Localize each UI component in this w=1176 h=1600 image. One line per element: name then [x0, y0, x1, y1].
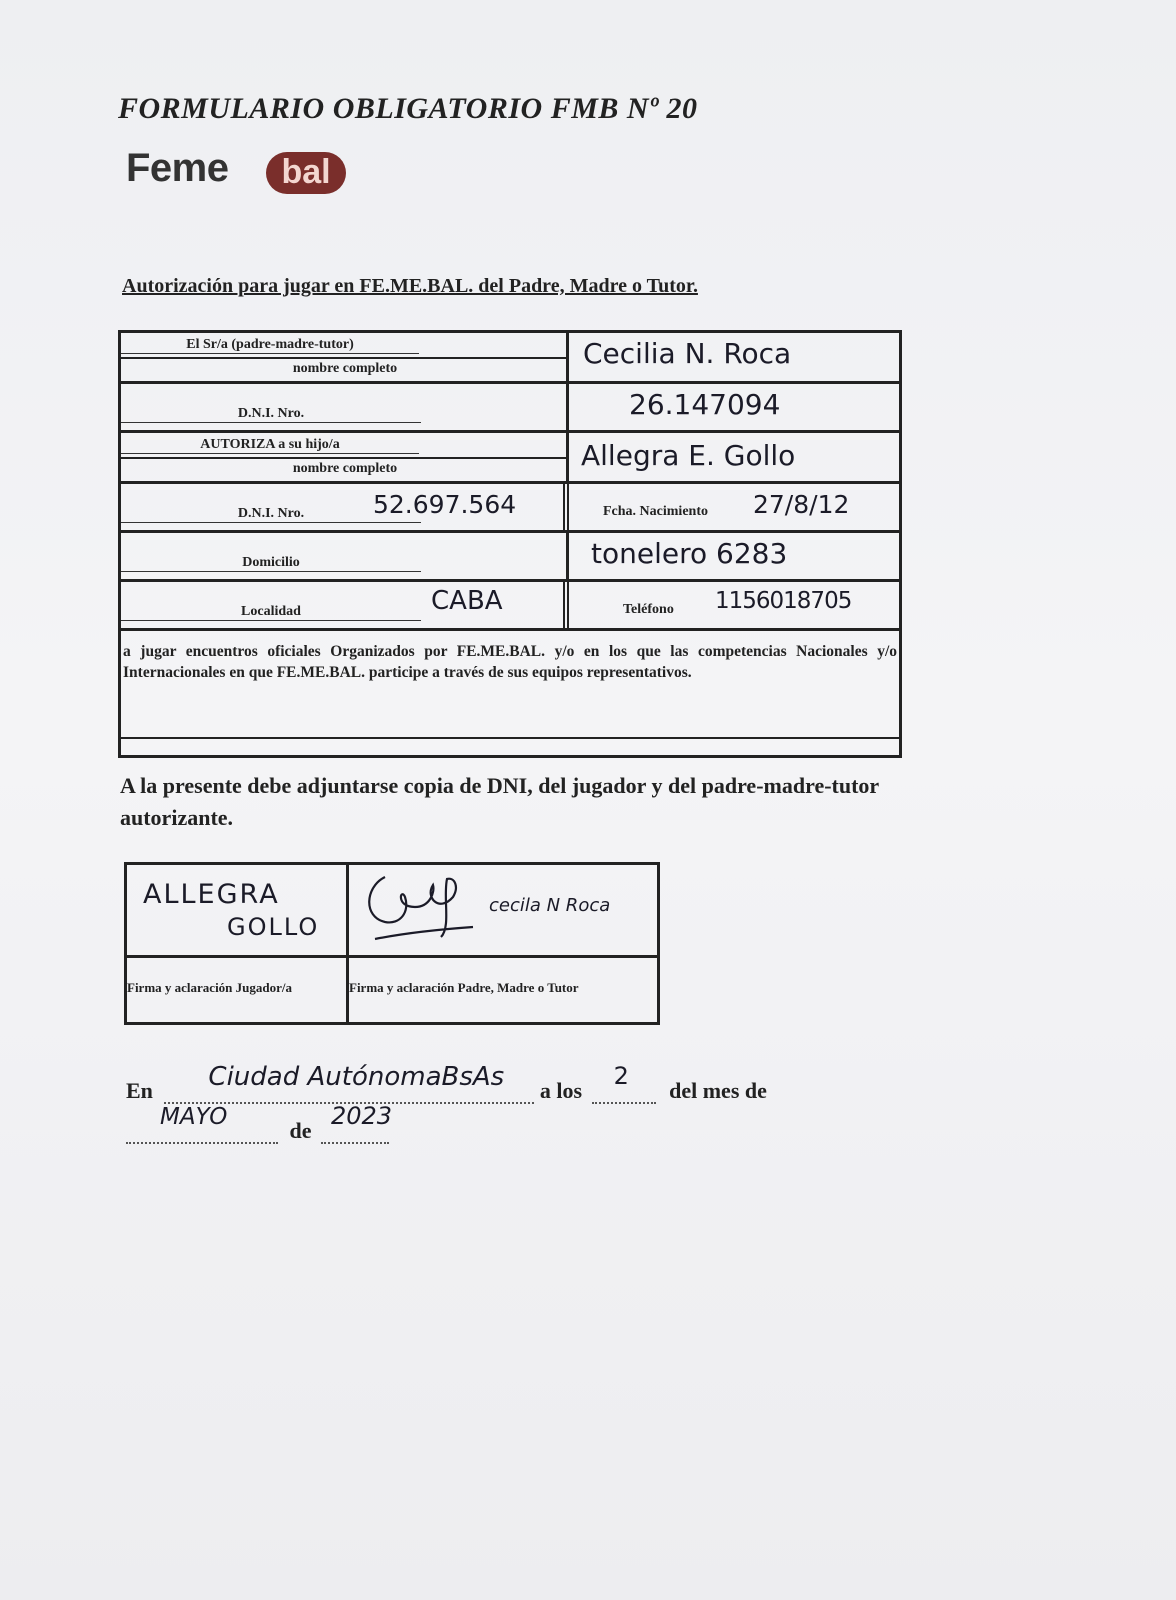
logo-pill: bal [266, 152, 346, 194]
en-label: En [126, 1078, 153, 1103]
place-date-line [126, 1062, 767, 1156]
parent-dni-value[interactable]: 26.147094 [629, 388, 781, 421]
logo-text: Feme [126, 146, 229, 190]
los-label: a los [539, 1078, 583, 1103]
form-subtitle: Autorización para jugar en FE.ME.BAL. del Padre, Madre o Tutor. [122, 275, 698, 297]
parent-signature-caption: Firma y aclaración Padre, Madre o Tutor [349, 980, 579, 995]
address-row [121, 533, 899, 582]
address-label: Domicilio [121, 555, 421, 572]
de-label: de [289, 1118, 312, 1143]
locality-value[interactable]: CABA [431, 586, 503, 616]
parent-dni-label: D.N.I. Nro. [121, 406, 421, 423]
player-signature-cell[interactable] [127, 865, 349, 955]
parent-signature-name: cecila N Roca [489, 895, 611, 916]
parent-sublabel: nombre completo [121, 357, 569, 377]
child-sublabel: nombre completo [121, 457, 569, 477]
parent-dni-row [121, 384, 899, 433]
player-signature-caption: Firma y aclaración Jugador/a [127, 980, 293, 995]
child-dni-row [121, 484, 899, 533]
locality-label: Localidad [121, 604, 421, 621]
child-dni-value[interactable]: 52.697.564 [373, 490, 517, 519]
child-label: AUTORIZA a su hijo/a [121, 437, 419, 454]
mes-label: del mes de [669, 1078, 767, 1103]
day-value[interactable]: 2 [613, 1062, 629, 1090]
femebal-logo [126, 146, 331, 202]
authorization-notice: a jugar encuentros oficiales Organizados por FE.ME.BAL. y/o en los que las competencias Nacionales y/o Internacionales en que FE.ME.BAL. participe a través de sus equipos representativos. [123, 643, 897, 681]
child-name-value[interactable]: Allegra E. Gollo [581, 439, 796, 472]
phone-value[interactable]: 1156018705 [715, 588, 852, 614]
child-name-row [121, 433, 899, 484]
year-value[interactable]: 2023 [331, 1102, 393, 1130]
month-value[interactable]: MAYO [160, 1104, 228, 1130]
birth-date-value[interactable]: 27/8/12 [753, 490, 850, 519]
place-value[interactable]: Ciudad AutónomaBsAs [208, 1062, 505, 1092]
address-value[interactable]: tonelero 6283 [591, 537, 788, 570]
locality-row [121, 582, 899, 631]
signature-box [124, 862, 660, 1025]
authorization-form [118, 330, 902, 758]
parent-name-value[interactable]: Cecilia N. Roca [583, 337, 792, 370]
form-bottom-rule [121, 737, 899, 758]
player-signature-line1: ALLEGRA [143, 879, 280, 910]
parent-signature-cell[interactable] [349, 865, 657, 955]
attachment-note: A la presente debe adjuntarse copia de DNI, del jugador y del padre-madre-tutor autorizante. [120, 773, 879, 830]
parent-name-row [121, 333, 899, 384]
parent-signature-scribble [355, 867, 475, 945]
form-title: FORMULARIO OBLIGATORIO FMB Nº 20 [118, 92, 698, 125]
parent-label: El Sr/a (padre-madre-tutor) [121, 337, 419, 354]
child-dni-label: D.N.I. Nro. [121, 506, 421, 523]
phone-label: Teléfono [623, 602, 674, 617]
birth-date-label: Fcha. Nacimiento [603, 504, 708, 519]
notice-row [121, 631, 899, 737]
player-signature-line2: GOLLO [227, 913, 320, 941]
